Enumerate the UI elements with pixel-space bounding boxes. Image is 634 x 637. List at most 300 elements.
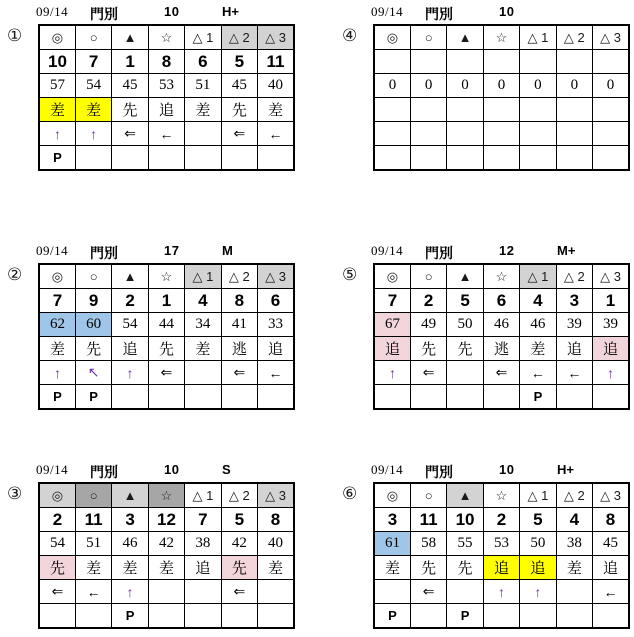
race-header bbox=[373, 462, 630, 480]
running-style-cell: 先 bbox=[75, 337, 111, 361]
arrow-cell: ⇐ bbox=[221, 122, 257, 146]
points-cell: 51 bbox=[185, 74, 221, 98]
arrow-cell bbox=[374, 580, 410, 604]
p-mark-cell bbox=[593, 385, 629, 410]
marks-row bbox=[39, 25, 294, 50]
p-mark-cell bbox=[410, 604, 446, 629]
p-mark-cell bbox=[75, 604, 111, 629]
mark-cell: ☆ bbox=[483, 483, 519, 508]
arrows-row bbox=[374, 122, 629, 146]
arrow-cell bbox=[148, 580, 184, 604]
race-prediction-table-2 bbox=[7, 243, 328, 410]
arrow-cell: ← bbox=[258, 361, 294, 385]
horse-number-cell bbox=[520, 50, 556, 74]
horse-number-cell bbox=[593, 50, 629, 74]
running-style-cell: 先 bbox=[410, 337, 446, 361]
race-prediction-table-5 bbox=[342, 243, 634, 410]
points-cell: 50 bbox=[447, 313, 483, 337]
mark-cell: ▲ bbox=[112, 25, 148, 50]
running-style-cell: 先 bbox=[112, 98, 148, 122]
running-style-cell: 逃 bbox=[483, 337, 519, 361]
pmarks-row bbox=[39, 604, 294, 629]
p-mark-cell bbox=[556, 385, 592, 410]
mark-cell: ○ bbox=[410, 25, 446, 50]
points-cell: 62 bbox=[39, 313, 75, 337]
running-style-cell: 追 bbox=[520, 556, 556, 580]
arrow-cell: ⇐ bbox=[221, 580, 257, 604]
horse-number-cell: 7 bbox=[75, 50, 111, 74]
p-mark-cell bbox=[221, 146, 257, 171]
horse-number-cell: 4 bbox=[556, 508, 592, 532]
race-header bbox=[38, 4, 295, 22]
running-style-cell: 追 bbox=[258, 337, 294, 361]
styles-row bbox=[39, 98, 294, 122]
horse-number-cell: 5 bbox=[221, 508, 257, 532]
running-style-cell: 差 bbox=[148, 556, 184, 580]
p-mark-cell bbox=[148, 146, 184, 171]
arrow-cell: ← bbox=[258, 122, 294, 146]
p-mark-cell bbox=[410, 385, 446, 410]
prediction-grid bbox=[38, 263, 295, 410]
mark-cell: ☆ bbox=[148, 25, 184, 50]
points-row bbox=[39, 532, 294, 556]
track-name: 門別 bbox=[425, 6, 453, 22]
running-style-cell: 追 bbox=[483, 556, 519, 580]
p-mark-cell: P bbox=[75, 385, 111, 410]
mark-cell: △ 1 bbox=[520, 25, 556, 50]
mark-cell: △ 3 bbox=[258, 25, 294, 50]
horse-number-cell: 12 bbox=[148, 508, 184, 532]
horse-number-cell: 11 bbox=[410, 508, 446, 532]
pmarks-row bbox=[39, 385, 294, 410]
horse-number-cell: 7 bbox=[374, 289, 410, 313]
mark-cell: △ 1 bbox=[520, 264, 556, 289]
race-class: M bbox=[222, 243, 233, 258]
p-mark-cell bbox=[556, 604, 592, 629]
mark-cell: ◎ bbox=[374, 25, 410, 50]
horse-number-cell: 1 bbox=[112, 50, 148, 74]
marks-row bbox=[374, 25, 629, 50]
running-style-cell: 差 bbox=[185, 98, 221, 122]
points-cell: 53 bbox=[148, 74, 184, 98]
points-row bbox=[374, 74, 629, 98]
horse-number-cell: 9 bbox=[75, 289, 111, 313]
horse-number-cell bbox=[447, 50, 483, 74]
p-mark-cell bbox=[593, 604, 629, 629]
mark-cell: ◎ bbox=[39, 25, 75, 50]
p-mark-cell: P bbox=[447, 604, 483, 629]
points-cell: 55 bbox=[447, 532, 483, 556]
race-date: 09/14 bbox=[371, 4, 404, 19]
horse-number-cell: 5 bbox=[221, 50, 257, 74]
horse-number-cell: 6 bbox=[185, 50, 221, 74]
running-style-cell: 差 bbox=[520, 337, 556, 361]
arrow-cell: ⇐ bbox=[410, 580, 446, 604]
running-style-cell: 先 bbox=[221, 556, 257, 580]
p-mark-cell bbox=[75, 146, 111, 171]
horse-number-cell: 1 bbox=[593, 289, 629, 313]
points-cell: 40 bbox=[258, 532, 294, 556]
running-style-cell bbox=[410, 98, 446, 122]
points-cell: 38 bbox=[185, 532, 221, 556]
arrow-cell: ⇐ bbox=[483, 361, 519, 385]
points-cell: 44 bbox=[148, 313, 184, 337]
mark-cell: △ 1 bbox=[185, 483, 221, 508]
horse-number-cell: 8 bbox=[221, 289, 257, 313]
horse-number-cell: 10 bbox=[447, 508, 483, 532]
p-mark-cell: P bbox=[520, 385, 556, 410]
race-date: 09/14 bbox=[36, 4, 69, 19]
horse-number-cell: 7 bbox=[185, 508, 221, 532]
arrow-cell bbox=[593, 122, 629, 146]
horse-number-cell: 4 bbox=[185, 289, 221, 313]
running-style-cell: 差 bbox=[374, 556, 410, 580]
points-cell: 0 bbox=[374, 74, 410, 98]
arrow-cell bbox=[556, 122, 592, 146]
mark-cell: ☆ bbox=[148, 264, 184, 289]
p-mark-cell bbox=[520, 604, 556, 629]
arrow-cell: ← bbox=[75, 580, 111, 604]
horse-number-cell: 2 bbox=[410, 289, 446, 313]
running-style-cell: 追 bbox=[593, 556, 629, 580]
horse-number-cell: 6 bbox=[483, 289, 519, 313]
running-style-cell: 逃 bbox=[221, 337, 257, 361]
p-mark-cell bbox=[148, 604, 184, 629]
mark-cell: △ 3 bbox=[593, 264, 629, 289]
running-style-cell bbox=[593, 98, 629, 122]
marks-row bbox=[374, 483, 629, 508]
mark-cell: ☆ bbox=[483, 264, 519, 289]
horse-number-cell: 6 bbox=[258, 289, 294, 313]
arrow-cell: ↑ bbox=[593, 361, 629, 385]
points-cell: 42 bbox=[148, 532, 184, 556]
numbers-row bbox=[39, 289, 294, 313]
running-style-cell: 差 bbox=[75, 556, 111, 580]
marks-row bbox=[39, 264, 294, 289]
horse-number-cell: 11 bbox=[75, 508, 111, 532]
arrows-row bbox=[374, 361, 629, 385]
arrow-cell bbox=[447, 580, 483, 604]
running-style-cell bbox=[556, 98, 592, 122]
points-cell: 45 bbox=[112, 74, 148, 98]
arrows-row bbox=[39, 122, 294, 146]
points-cell: 60 bbox=[75, 313, 111, 337]
arrow-cell bbox=[447, 122, 483, 146]
horse-number-cell: 8 bbox=[258, 508, 294, 532]
track-name: 門別 bbox=[90, 464, 118, 480]
p-mark-cell bbox=[148, 385, 184, 410]
mark-cell: △ 2 bbox=[221, 264, 257, 289]
arrow-cell: ← bbox=[556, 361, 592, 385]
points-cell: 51 bbox=[75, 532, 111, 556]
arrow-cell: ↑ bbox=[483, 580, 519, 604]
mark-cell: △ 1 bbox=[185, 25, 221, 50]
numbers-row bbox=[39, 50, 294, 74]
points-cell: 53 bbox=[483, 532, 519, 556]
race-class: M+ bbox=[557, 243, 576, 258]
running-style-cell: 差 bbox=[258, 556, 294, 580]
arrows-row bbox=[39, 361, 294, 385]
pmarks-row bbox=[374, 604, 629, 629]
marks-row bbox=[39, 483, 294, 508]
points-cell: 39 bbox=[556, 313, 592, 337]
mark-cell: △ 3 bbox=[593, 25, 629, 50]
styles-row bbox=[39, 556, 294, 580]
points-cell: 46 bbox=[483, 313, 519, 337]
arrow-cell: ↖ bbox=[75, 361, 111, 385]
running-style-cell: 追 bbox=[112, 337, 148, 361]
arrow-cell: ⇐ bbox=[221, 361, 257, 385]
arrow-cell bbox=[185, 122, 221, 146]
running-style-cell bbox=[520, 98, 556, 122]
points-cell: 46 bbox=[520, 313, 556, 337]
p-mark-cell: P bbox=[112, 604, 148, 629]
styles-row bbox=[374, 556, 629, 580]
horse-number-cell: 2 bbox=[112, 289, 148, 313]
race-date: 09/14 bbox=[36, 462, 69, 477]
arrow-cell: ← bbox=[520, 361, 556, 385]
arrow-cell: ↑ bbox=[112, 580, 148, 604]
arrow-cell: ← bbox=[148, 122, 184, 146]
mark-cell: ○ bbox=[410, 483, 446, 508]
points-cell: 54 bbox=[112, 313, 148, 337]
running-style-cell: 差 bbox=[185, 337, 221, 361]
p-mark-cell bbox=[185, 385, 221, 410]
race-prediction-table-6 bbox=[342, 462, 634, 629]
running-style-cell bbox=[374, 98, 410, 122]
race-number: 10 bbox=[499, 4, 515, 19]
horse-number-cell: 8 bbox=[148, 50, 184, 74]
arrow-cell: ↑ bbox=[374, 361, 410, 385]
running-style-cell: 先 bbox=[39, 556, 75, 580]
p-mark-cell bbox=[39, 604, 75, 629]
styles-row bbox=[39, 337, 294, 361]
race-date: 09/14 bbox=[36, 243, 69, 258]
mark-cell: ◎ bbox=[39, 483, 75, 508]
p-mark-cell bbox=[221, 385, 257, 410]
track-name: 門別 bbox=[90, 6, 118, 22]
running-style-cell: 追 bbox=[374, 337, 410, 361]
mark-cell: ○ bbox=[75, 264, 111, 289]
points-cell: 0 bbox=[593, 74, 629, 98]
mark-cell: △ 3 bbox=[258, 264, 294, 289]
arrow-cell: ⇐ bbox=[148, 361, 184, 385]
table-number-label: ⑥ bbox=[342, 484, 358, 503]
points-cell: 40 bbox=[258, 74, 294, 98]
mark-cell: ◎ bbox=[39, 264, 75, 289]
pmarks-row bbox=[39, 146, 294, 171]
arrows-row bbox=[39, 580, 294, 604]
mark-cell: ◎ bbox=[374, 483, 410, 508]
running-style-cell: 追 bbox=[185, 556, 221, 580]
mark-cell: △ 2 bbox=[556, 25, 592, 50]
points-cell: 45 bbox=[593, 532, 629, 556]
p-mark-cell bbox=[112, 146, 148, 171]
points-cell: 41 bbox=[221, 313, 257, 337]
points-cell: 0 bbox=[556, 74, 592, 98]
points-cell: 46 bbox=[112, 532, 148, 556]
running-style-cell: 差 bbox=[75, 98, 111, 122]
arrow-cell bbox=[556, 580, 592, 604]
table-number-label: ② bbox=[7, 265, 23, 284]
arrow-cell bbox=[483, 122, 519, 146]
arrow-cell bbox=[520, 122, 556, 146]
horse-number-cell: 11 bbox=[258, 50, 294, 74]
race-prediction-table-4 bbox=[342, 4, 634, 171]
mark-cell: ○ bbox=[75, 483, 111, 508]
race-class: H+ bbox=[557, 462, 574, 477]
running-style-cell: 先 bbox=[410, 556, 446, 580]
running-style-cell: 追 bbox=[556, 337, 592, 361]
race-header bbox=[373, 243, 630, 261]
track-name: 門別 bbox=[90, 245, 118, 261]
numbers-row bbox=[374, 50, 629, 74]
horse-number-cell: 5 bbox=[520, 508, 556, 532]
arrow-cell: ↑ bbox=[39, 122, 75, 146]
race-class: S bbox=[222, 462, 231, 477]
p-mark-cell bbox=[258, 385, 294, 410]
table-number-label: ④ bbox=[342, 26, 358, 45]
arrow-cell bbox=[410, 122, 446, 146]
race-number: 10 bbox=[164, 4, 180, 19]
mark-cell: ☆ bbox=[148, 483, 184, 508]
p-mark-cell bbox=[410, 146, 446, 171]
mark-cell: ○ bbox=[75, 25, 111, 50]
p-mark-cell bbox=[258, 604, 294, 629]
numbers-row bbox=[39, 508, 294, 532]
styles-row bbox=[374, 98, 629, 122]
mark-cell: △ 2 bbox=[221, 483, 257, 508]
p-mark-cell bbox=[483, 604, 519, 629]
mark-cell: △ 3 bbox=[593, 483, 629, 508]
arrow-cell: ⇐ bbox=[39, 580, 75, 604]
arrow-cell bbox=[374, 122, 410, 146]
marks-row bbox=[374, 264, 629, 289]
arrows-row bbox=[374, 580, 629, 604]
points-cell: 57 bbox=[39, 74, 75, 98]
points-cell: 50 bbox=[520, 532, 556, 556]
race-date: 09/14 bbox=[371, 462, 404, 477]
p-mark-cell bbox=[258, 146, 294, 171]
p-mark-cell bbox=[556, 146, 592, 171]
points-cell: 0 bbox=[410, 74, 446, 98]
running-style-cell: 差 bbox=[112, 556, 148, 580]
points-cell: 0 bbox=[483, 74, 519, 98]
arrow-cell bbox=[185, 361, 221, 385]
horse-number-cell: 2 bbox=[483, 508, 519, 532]
points-cell: 61 bbox=[374, 532, 410, 556]
running-style-cell: 先 bbox=[447, 556, 483, 580]
horse-number-cell: 4 bbox=[520, 289, 556, 313]
arrow-cell bbox=[447, 361, 483, 385]
p-mark-cell: P bbox=[39, 146, 75, 171]
p-mark-cell bbox=[483, 146, 519, 171]
prediction-grid bbox=[38, 24, 295, 171]
numbers-row bbox=[374, 289, 629, 313]
points-cell: 45 bbox=[221, 74, 257, 98]
prediction-grid bbox=[373, 263, 630, 410]
race-number: 10 bbox=[499, 462, 515, 477]
arrow-cell: ↑ bbox=[520, 580, 556, 604]
mark-cell: ☆ bbox=[483, 25, 519, 50]
points-cell: 0 bbox=[520, 74, 556, 98]
prediction-grid bbox=[373, 482, 630, 629]
pmarks-row bbox=[374, 385, 629, 410]
horse-number-cell bbox=[483, 50, 519, 74]
mark-cell: △ 1 bbox=[520, 483, 556, 508]
horse-number-cell: 8 bbox=[593, 508, 629, 532]
p-mark-cell: P bbox=[374, 604, 410, 629]
horse-number-cell: 3 bbox=[374, 508, 410, 532]
race-prediction-table-1 bbox=[7, 4, 328, 171]
mark-cell: ▲ bbox=[112, 264, 148, 289]
table-number-label: ① bbox=[7, 26, 23, 45]
race-header bbox=[373, 4, 630, 22]
running-style-cell: 差 bbox=[258, 98, 294, 122]
running-style-cell: 先 bbox=[447, 337, 483, 361]
track-name: 門別 bbox=[425, 245, 453, 261]
p-mark-cell bbox=[185, 604, 221, 629]
numbers-row bbox=[374, 508, 629, 532]
horse-number-cell bbox=[374, 50, 410, 74]
points-cell: 54 bbox=[39, 532, 75, 556]
p-mark-cell bbox=[520, 146, 556, 171]
arrow-cell: ⇐ bbox=[410, 361, 446, 385]
arrow-cell: ↑ bbox=[112, 361, 148, 385]
points-row bbox=[39, 313, 294, 337]
mark-cell: △ 2 bbox=[556, 483, 592, 508]
race-header bbox=[38, 243, 295, 261]
mark-cell: ○ bbox=[410, 264, 446, 289]
running-style-cell: 差 bbox=[39, 337, 75, 361]
p-mark-cell bbox=[593, 146, 629, 171]
mark-cell: ▲ bbox=[447, 25, 483, 50]
pmarks-row bbox=[374, 146, 629, 171]
track-name: 門別 bbox=[425, 464, 453, 480]
table-number-label: ⑤ bbox=[342, 265, 358, 284]
styles-row bbox=[374, 337, 629, 361]
points-cell: 49 bbox=[410, 313, 446, 337]
p-mark-cell bbox=[483, 385, 519, 410]
mark-cell: △ 3 bbox=[258, 483, 294, 508]
arrow-cell bbox=[185, 580, 221, 604]
horse-number-cell: 5 bbox=[447, 289, 483, 313]
p-mark-cell bbox=[447, 385, 483, 410]
points-cell: 67 bbox=[374, 313, 410, 337]
p-mark-cell bbox=[185, 146, 221, 171]
mark-cell: ▲ bbox=[447, 264, 483, 289]
mark-cell: △ 1 bbox=[185, 264, 221, 289]
mark-cell: ◎ bbox=[374, 264, 410, 289]
p-mark-cell bbox=[374, 385, 410, 410]
race-number: 17 bbox=[164, 243, 180, 258]
running-style-cell: 先 bbox=[148, 337, 184, 361]
running-style-cell: 追 bbox=[148, 98, 184, 122]
p-mark-cell: P bbox=[39, 385, 75, 410]
points-cell: 34 bbox=[185, 313, 221, 337]
race-number: 12 bbox=[499, 243, 515, 258]
mark-cell: △ 2 bbox=[556, 264, 592, 289]
running-style-cell: 追 bbox=[593, 337, 629, 361]
horse-number-cell bbox=[410, 50, 446, 74]
race-header bbox=[38, 462, 295, 480]
mark-cell: ▲ bbox=[112, 483, 148, 508]
mark-cell: △ 2 bbox=[221, 25, 257, 50]
race-date: 09/14 bbox=[371, 243, 404, 258]
points-cell: 38 bbox=[556, 532, 592, 556]
running-style-cell bbox=[483, 98, 519, 122]
running-style-cell: 差 bbox=[556, 556, 592, 580]
